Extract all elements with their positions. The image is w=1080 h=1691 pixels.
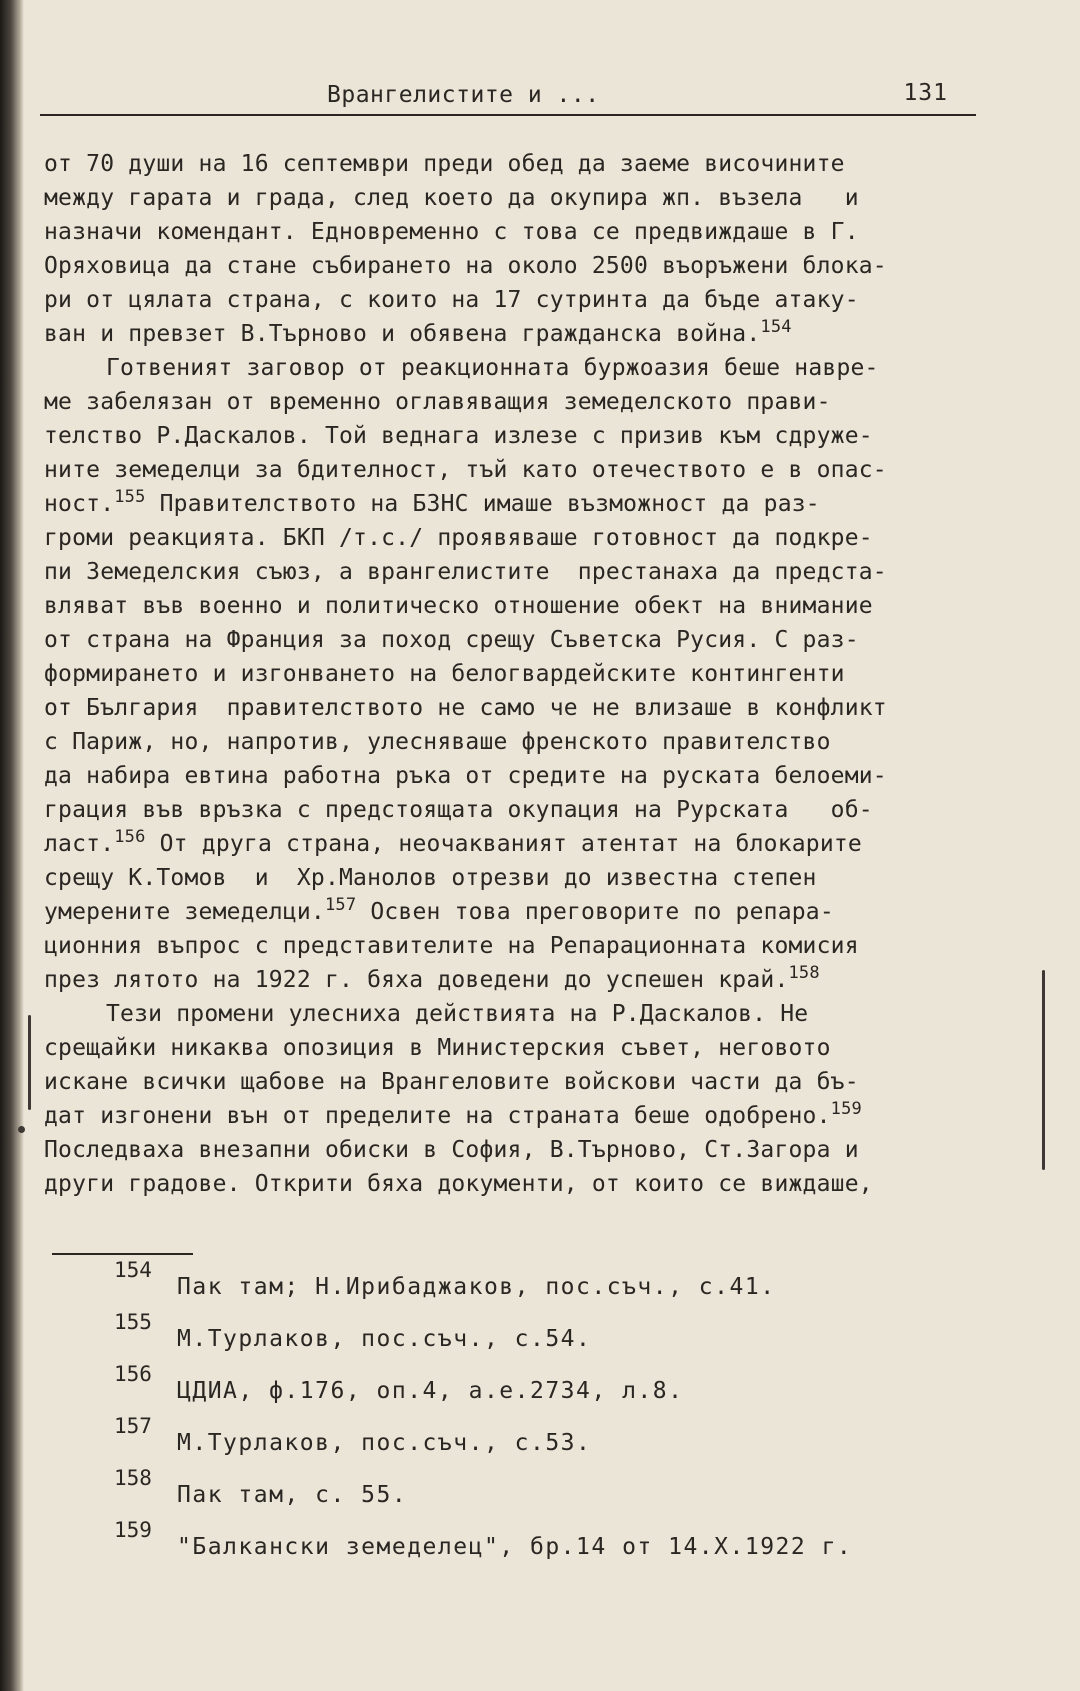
footnote-text: М.Турлаков, пос.съч., с.54. — [177, 1326, 592, 1352]
footnote-number: 154 — [114, 1258, 152, 1282]
running-title: Врангелистите и ... — [327, 82, 600, 108]
margin-pencil-mark — [28, 1015, 31, 1110]
text-line — [44, 317, 1009, 351]
footnote-text: Пак там; Н.Ирибаджаков, пос.съч., с.41. — [177, 1274, 776, 1300]
text-segment: умерените земеделци. — [44, 899, 325, 925]
text-line: ционния въпрос с представителите на Репарационната комисия — [44, 933, 859, 959]
text-line: от страна на Франция за поход срещу Съветска Русия. С раз- — [44, 627, 859, 653]
text-line — [44, 827, 1009, 861]
footnote-number: 156 — [114, 1362, 152, 1386]
text-segment: Правителството на БЗНС имаше възможност да раз- — [159, 491, 820, 517]
text-segment: през лятото на 1922 г. бяха доведени до успешен край. — [44, 967, 789, 993]
text-line: между гарата и града, след което да окупира жп. възела и — [44, 185, 859, 211]
text-line: грация във връзка с предстоящата окупация на Рурската об- — [44, 797, 873, 823]
margin-pencil-mark — [1042, 970, 1045, 1170]
footnote — [114, 1414, 994, 1466]
footnote-text: Пак там, с. 55. — [177, 1482, 408, 1508]
footnote-text: ЦДИА, ф.176, оп.4, а.е.2734, л.8. — [177, 1378, 684, 1404]
text-segment: ност. — [44, 491, 115, 517]
text-line — [44, 487, 1009, 521]
note-ref: 154 — [760, 317, 792, 337]
footnote-number: 157 — [114, 1414, 152, 1438]
footnote-separator — [52, 1253, 193, 1255]
text-line: вляват във военно и политическо отношение обект на внимание — [44, 593, 873, 619]
note-ref: 156 — [114, 827, 146, 847]
book-spine-shadow — [0, 0, 24, 1691]
footnote — [114, 1466, 994, 1518]
text-segment: От друга страна, неочакваният атентат на блокарите — [159, 831, 862, 857]
text-line: ри от цялата страна, с които на 17 сутринта да бъде атаку- — [44, 287, 859, 313]
note-ref: 155 — [114, 487, 146, 507]
text-segment: ласт. — [44, 831, 115, 857]
text-segment: ван и превзет В.Търново и обявена гражданска война. — [44, 321, 761, 347]
text-segment: дат изгонени вън от пределите на страната беше одобрено. — [44, 1103, 831, 1129]
page-number: 131 — [903, 80, 948, 106]
body-text — [44, 147, 1009, 1201]
footnote-number: 159 — [114, 1518, 152, 1542]
text-line: громи реакцията. БКП /т.с./ проявяваше готовност да подкре- — [44, 525, 873, 551]
text-line: ме забелязан от временно оглавяващия земеделското прави- — [44, 389, 831, 415]
text-line: срещайки никаква опозиция в Министерския съвет, неговото — [44, 1035, 831, 1061]
note-ref: 157 — [324, 895, 357, 915]
text-line: от България правителството не само че не влизаше в конфликт — [44, 695, 887, 721]
footnote-number: 158 — [114, 1466, 152, 1490]
text-line: телство Р.Даскалов. Той веднага излезе с призив към сдруже- — [44, 423, 873, 449]
text-line: ните земеделци за бдителност, тъй като отечеството е в опас- — [44, 457, 887, 483]
book-page — [40, 0, 1050, 1691]
text-line: да набира евтина работна ръка от средите на руската белоеми- — [44, 763, 887, 789]
footnote — [114, 1362, 994, 1414]
page-header — [40, 80, 976, 116]
note-ref: 159 — [830, 1099, 862, 1119]
footnote-number: 155 — [114, 1310, 152, 1334]
text-line — [44, 895, 1009, 929]
footnote — [114, 1258, 994, 1310]
footnote — [114, 1310, 994, 1362]
text-line: от 70 души на 16 септември преди обед да заеме височините — [44, 151, 845, 177]
text-line: назначи комендант. Едновременно с това се предвиждаше в Г. — [44, 219, 859, 245]
footnote-text: "Балкански земеделец", бр.14 от 14.Х.1922 г. — [177, 1534, 853, 1560]
text-line: формирането и изгонването на белогвардейските контингенти — [44, 661, 845, 687]
text-line: други градове. Открити бяха документи, от които се виждаше, — [44, 1171, 873, 1197]
text-line: Готвеният заговор от реакционната буржоазия беше навре- — [106, 355, 879, 381]
text-line: Последваха внезапни обиски в София, В.Търново, Ст.Загора и — [44, 1137, 859, 1163]
text-segment: Освен това преговорите по репара- — [370, 899, 834, 925]
text-line: Тези промени улесниха действията на Р.Даскалов. Не — [106, 1001, 809, 1027]
text-line: пи Земеделския съюз, а врангелистите престанаха да предста- — [44, 559, 887, 585]
text-line: Оряховица да стане събирането на около 2500 въоръжени блока- — [44, 253, 887, 279]
text-line: срещу К.Томов и Хр.Манолов отрезви до известна степен — [44, 865, 817, 891]
note-ref: 158 — [788, 963, 820, 983]
footnotes — [114, 1258, 994, 1570]
text-line: с Париж, но, напротив, улесняваше френското правителство — [44, 729, 831, 755]
footnote — [114, 1518, 994, 1570]
text-line: искане всички щабове на Врангеловите войскови части да бъ- — [44, 1069, 859, 1095]
margin-dot — [18, 1126, 25, 1133]
text-line — [44, 1099, 1009, 1133]
text-line — [44, 963, 1009, 997]
footnote-text: М.Турлаков, пос.съч., с.53. — [177, 1430, 592, 1456]
